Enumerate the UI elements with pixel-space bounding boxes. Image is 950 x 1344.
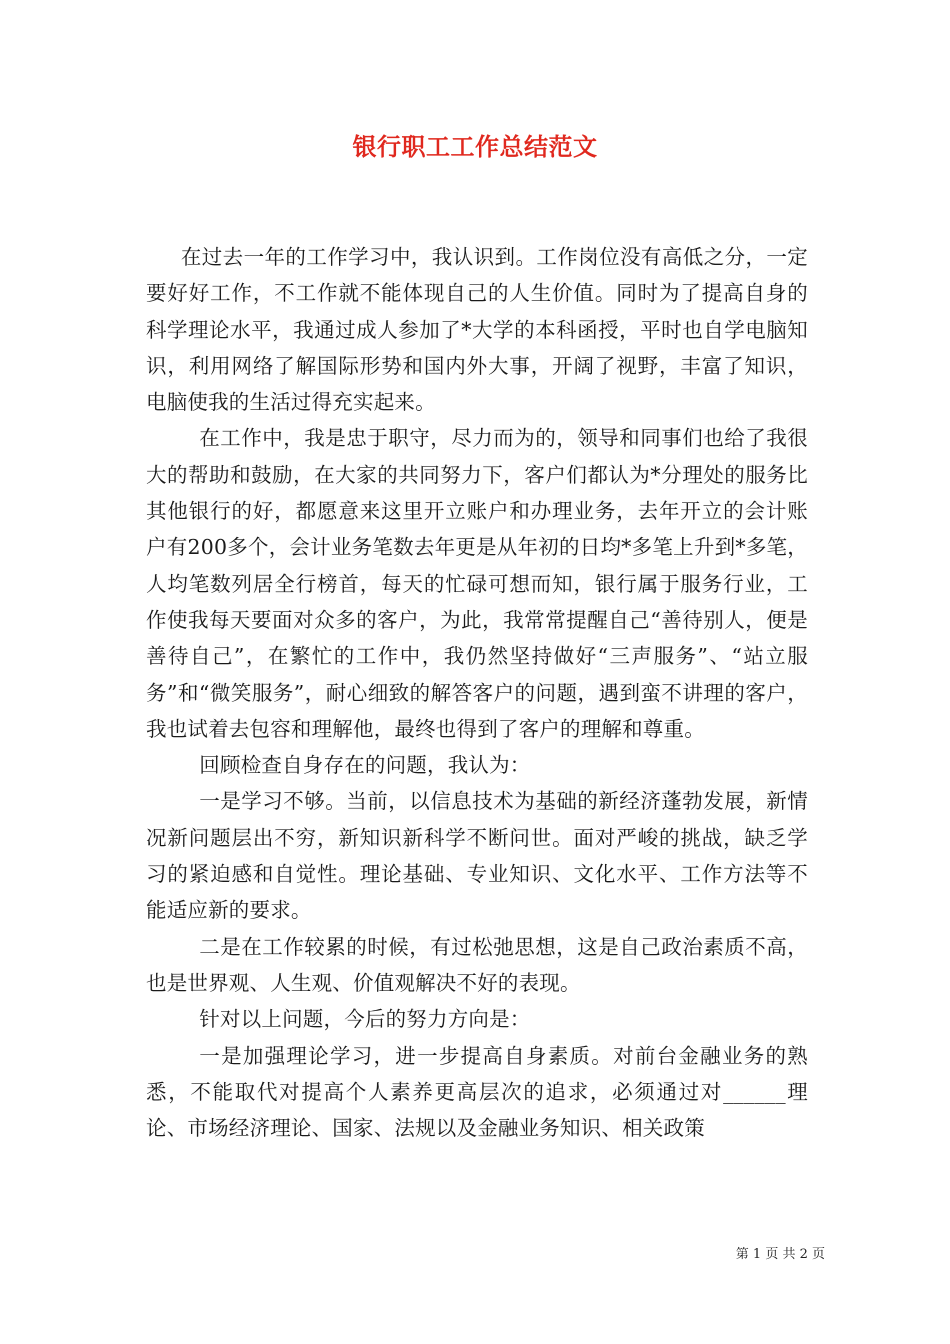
document-body [146,239,808,1146]
paragraph-4: 一是学习不够。当前，以信息技术为基础的新经济蓬勃发展，新情况新问题层出不穷，新知识新科学不断问世。面对严峻的挑战，缺乏学习的紧迫感和自觉性。理论基础、专业知识、文化水平、工作方法等不能适应新的要求。 [146,789,808,923]
paragraph-2: 在工作中，我是忠于职守，尽力而为的，领导和同事们也给了我很大的帮助和鼓励，在大家的共同努力下，客户们都认为*分理处的服务比其他银行的好，都愿意来这里开立账户和办理业务，去年开立的会计账户有200多个，会计业务笔数去年更是从年初的日均*多笔上升到*多笔，人均笔数列居全行榜首，每天的忙碌可想而知，银行属于服务行业，工作使我每天要面对众多的客户，为此，我常常提醒自己“善待别人，便是善待自己”，在繁忙的工作中，我仍然坚持做好“三声服务”、“站立服务”和“微笑服务”，耐心细致的解答客户的问题，遇到蛮不讲理的客户，我也试着去包容和理解他，最终也得到了客户的理解和尊重。 [146,426,808,741]
paragraph-3: 回顾检查自身存在的问题，我认为： [199,753,531,778]
paragraph-1: 在过去一年的工作学习中，我认识到。工作岗位没有高低之分，一定要好好工作，不工作就不能体现自己的人生价值。同时为了提高自身的科学理论水平，我通过成人参加了*大学的本科函授，平时也自学电脑知识，利用网络了解国际形势和国内外大事，开阔了视野，丰富了知识，电脑使我的生活过得充实起来。 [146,245,808,415]
paragraph-6: 针对以上问题，今后的努力方向是： [199,1007,531,1032]
page-number-footer: 第 1 页 共 2 页 [735,1247,825,1262]
document-title: 银行职工工作总结范文 [352,132,598,161]
paragraph-5: 二是在工作较累的时候，有过松弛思想，这是自己政治素质不高，也是世界观、人生观、价值观解决不好的表现。 [146,934,808,995]
paragraph-7: 一是加强理论学习，进一步提高自身素质。对前台金融业务的熟悉，不能取代对提高个人素养更高层次的追求，必须通过对______理论、市场经济理论、国家、法规以及金融业务知识、相关政策 [146,1043,808,1141]
